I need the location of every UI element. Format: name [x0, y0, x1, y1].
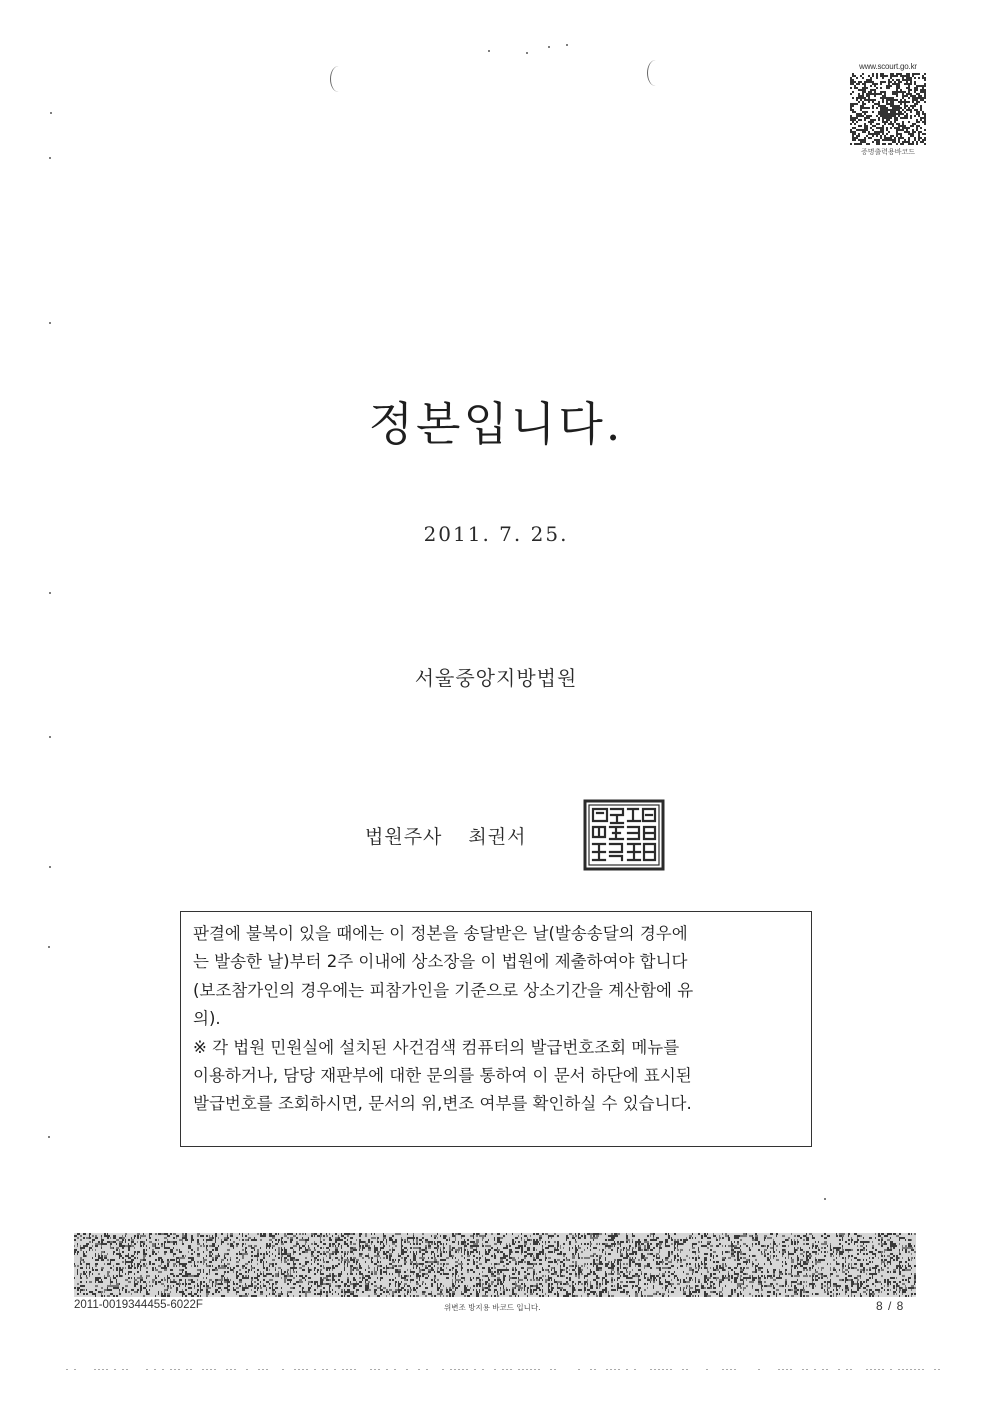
barcode-note: 위변조 방지용 바코드 입니다.	[444, 1303, 541, 1312]
scan-speck	[49, 322, 51, 324]
scan-speck	[49, 866, 51, 868]
scan-speck	[488, 50, 490, 52]
document-title: 정본입니다.	[368, 397, 624, 451]
court-seal-stamp	[583, 799, 665, 871]
verification-barcode-block	[848, 62, 928, 157]
footer-scan-line	[66, 1367, 946, 1373]
page-number: 8 / 8	[876, 1299, 905, 1313]
scan-speck	[49, 736, 51, 738]
clerk-name: 최권서	[468, 826, 527, 848]
scan-mark	[647, 60, 664, 86]
clerk-signature-line	[365, 822, 526, 849]
notice-line: 는 발송한 날)부터 2주 이내에 상소장을 이 법원에 제출하여야 합니다	[193, 952, 688, 972]
scan-speck	[48, 1136, 50, 1138]
notice-line: 이용하거나, 담당 재판부에 대한 문의를 통하여 이 문서 하단에 표시된	[193, 1066, 692, 1086]
court-name: 서울중앙지방법원	[414, 666, 578, 690]
notice-line: ※ 각 법원 민원실에 설치된 사건검색 컴퓨터의 발급번호조회 메뉴를	[193, 1037, 680, 1057]
barcode-caption: 증명출력용바코드	[860, 148, 916, 156]
scan-mark	[330, 66, 347, 92]
notice-line: (보조참가인의 경우에는 피참가인을 기준으로 상소기간을 계산함에 유	[193, 980, 694, 1000]
scan-speck	[566, 44, 568, 46]
notice-line: 의).	[193, 1009, 221, 1029]
site-url: www.scourt.go.kr	[859, 62, 917, 71]
clerk-role: 법원주사	[365, 826, 443, 848]
scan-speck	[49, 157, 51, 159]
appeal-notice-box	[180, 911, 812, 1147]
notice-line: 발급번호를 조회하시면, 문서의 위,변조 여부를 확인하실 수 있습니다.	[193, 1094, 692, 1114]
scan-speck	[526, 52, 528, 54]
scan-speck	[50, 112, 52, 114]
scan-speck	[49, 592, 51, 594]
scan-speck	[548, 46, 550, 48]
scan-speck	[824, 1198, 826, 1200]
issuance-number: 2011-0019344455-6022F	[74, 1299, 203, 1311]
notice-line: 판결에 불복이 있을 때에는 이 정본을 송달받은 날(발송송달의 경우에	[193, 924, 688, 943]
anti-forgery-barcode	[74, 1233, 916, 1297]
document-date: 2011. 7. 25.	[423, 522, 569, 546]
scan-speck	[48, 946, 50, 948]
qr-barcode	[850, 73, 926, 145]
